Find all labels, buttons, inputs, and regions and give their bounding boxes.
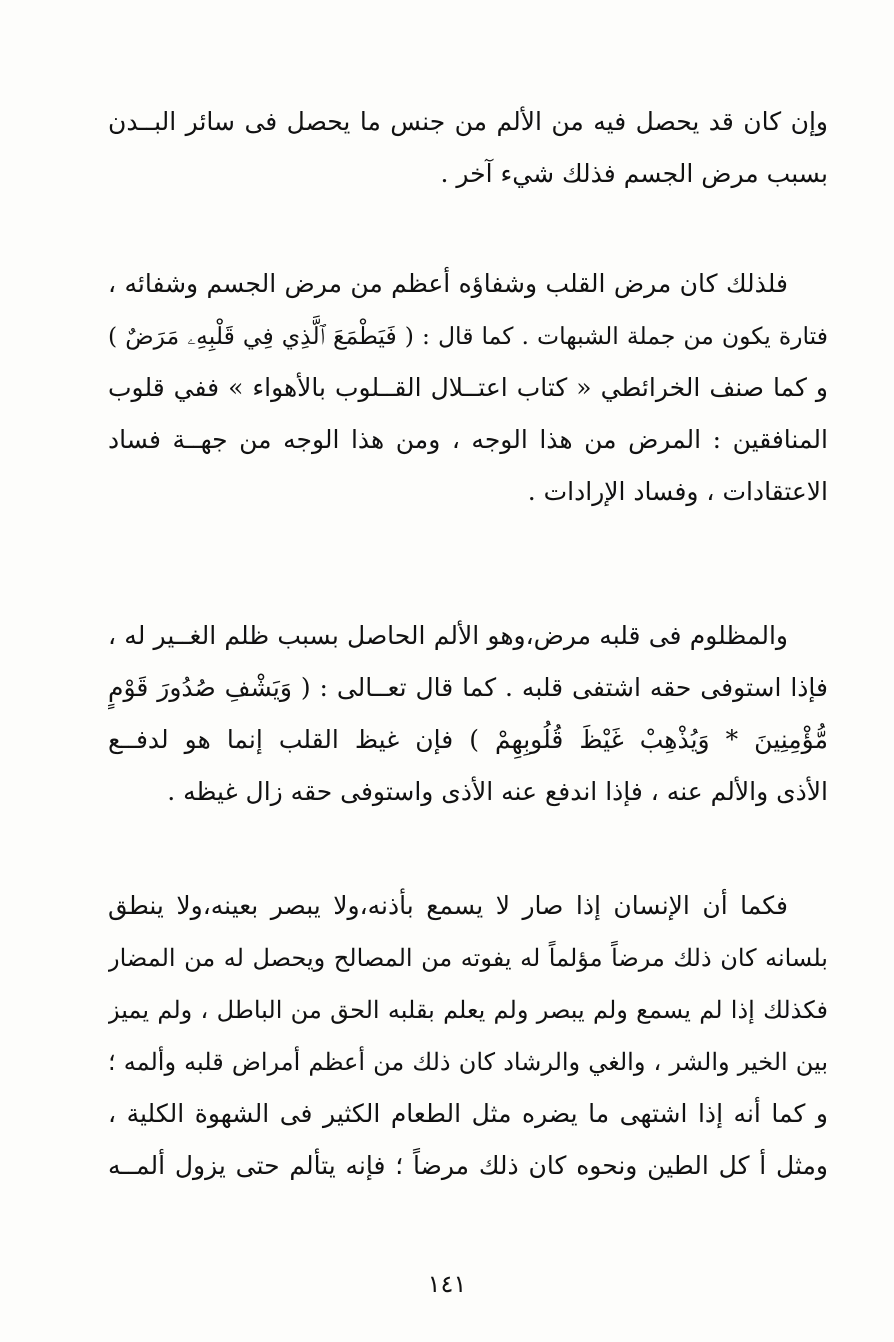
text-line: بسبب مرض الجسم فذلك شيء آخر . <box>440 159 828 188</box>
text-line: و كما أنه إذا اشتهى ما يضره مثل الطعام الكثير فى الشهوة الكلية ، <box>108 1099 828 1128</box>
text-line: ومثل أ كل الطين ونحوه كان ذلك مرضاً ؛ فإنه يتألم حتى يزول ألمــه <box>108 1151 828 1180</box>
text-line: فإذا استوفى حقه اشتفى قلبه . كما قال تعــالى : ( وَيَشْفِ صُدُورَ قَوْمٍ <box>108 673 828 702</box>
paragraph-3 <box>108 610 828 818</box>
text-line: الأذى والألم عنه ، فإذا اندفع عنه الأذى واستوفى حقه زال غيظه . <box>167 777 828 806</box>
text-line: فلذلك كان مرض القلب وشفاؤه أعظم من مرض الجسم وشفائه ، <box>108 269 788 298</box>
text-line: المنافقين : المرض من هذا الوجه ، ومن هذا الوجه من جهــة فساد <box>108 425 828 454</box>
text-line: الاعتقادات ، وفساد الإرادات . <box>527 477 828 506</box>
text-line: مُّؤْمِنِينَ * وَيُذْهِبْ غَيْظَ قُلُوبِهِمْ ) فإن غيظ القلب إنما هو لدفــع <box>108 725 828 754</box>
paragraph-2 <box>108 258 828 518</box>
text-line: والمظلوم فى قلبه مرض،وهو الألم الحاصل بسبب ظلم الغــير له ، <box>108 621 788 650</box>
text-line: وإن كان قد يحصل فيه من الألم من جنس ما يحصل فى سائر البــدن <box>108 107 828 136</box>
paragraph-4 <box>108 880 828 1192</box>
text-line: فتارة يكون من جملة الشبهات . كما قال : ( فَيَطْمَعَ ٱلَّذِي فِي قَلْبِهِۦ مَرَضٌ ) <box>108 322 828 350</box>
text-line: و كما صنف الخرائطي « كتاب اعتــلال القــلوب بالأهواء » ففي قلوب <box>108 373 828 402</box>
text-line: فكما أن الإنسان إذا صار لا يسمع بأذنه،ولا يبصر بعينه،ولا ينطق <box>108 891 788 920</box>
text-line: بين الخير والشر ، والغي والرشاد كان ذلك من أعظم أمراض قلبه وألمه ؛ <box>108 1048 828 1076</box>
paragraph-1 <box>108 96 828 200</box>
text-line: بلسانه كان ذلك مرضاً مؤلماً له يفوته من المصالح ويحصل له من المضار <box>108 944 828 972</box>
page-number: ١٤١ <box>427 1270 467 1298</box>
text-line: فكذلك إذا لم يسمع ولم يبصر ولم يعلم بقلبه الحق من الباطل ، ولم يميز <box>108 996 828 1024</box>
